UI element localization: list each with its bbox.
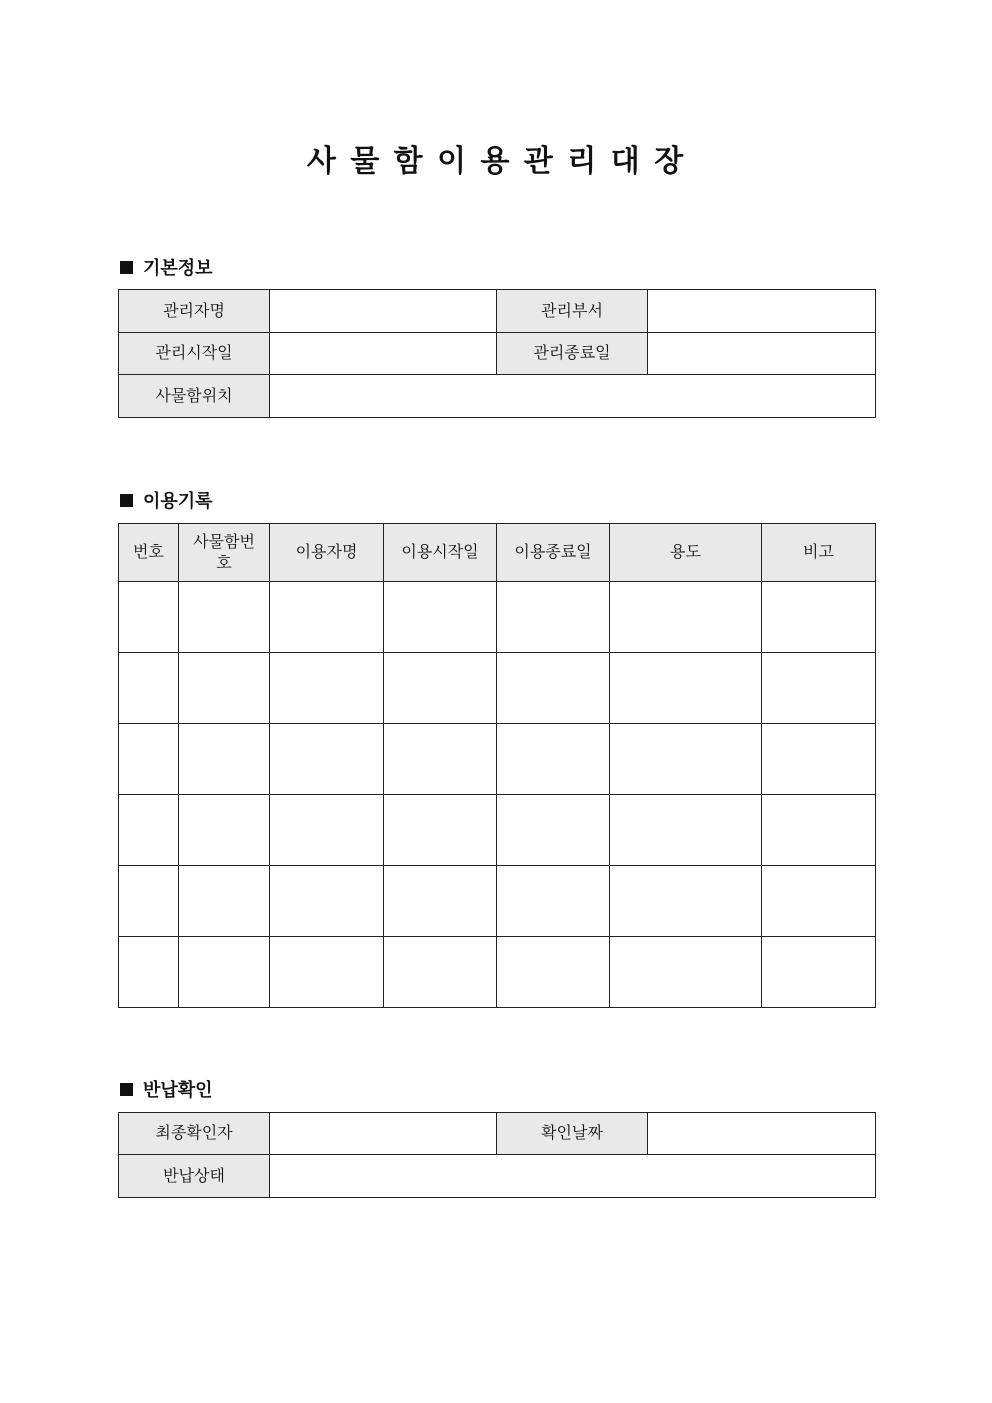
table-cell[interactable] [497,582,610,653]
table-cell[interactable] [179,795,270,866]
table-cell[interactable] [119,937,179,1008]
column-header-remarks: 비고 [762,524,876,582]
table-cell[interactable] [610,653,762,724]
column-header-purpose: 용도 [610,524,762,582]
column-header-use-end-date: 이용종료일 [497,524,610,582]
table-cell[interactable] [119,582,179,653]
table-cell[interactable] [119,866,179,937]
column-header-number: 번호 [119,524,179,582]
table-cell[interactable] [270,582,384,653]
return-check-table [118,1112,876,1198]
table-cell[interactable] [384,937,497,1008]
start-date-field[interactable] [270,333,497,375]
section-heading-label: 이용기록 [143,491,213,512]
table-cell[interactable] [270,937,384,1008]
table-cell[interactable] [610,795,762,866]
section-heading-basic-info [118,254,213,280]
table-header-row [119,524,876,582]
document-title: 사 물 함 이 용 관 리 대 장 [306,144,686,179]
end-date-field[interactable] [648,333,876,375]
table-cell[interactable] [610,724,762,795]
square-bullet-icon [120,1083,133,1096]
table-cell[interactable] [270,724,384,795]
table-cell[interactable] [762,866,876,937]
table-cell[interactable] [762,582,876,653]
return-status-field[interactable] [270,1155,876,1198]
table-row [119,653,876,724]
start-date-label: 관리시작일 [119,333,270,375]
table-cell[interactable] [384,582,497,653]
table-cell[interactable] [270,866,384,937]
table-cell[interactable] [384,866,497,937]
table-cell[interactable] [384,795,497,866]
final-checker-field[interactable] [270,1113,497,1155]
basic-info-table [118,289,876,418]
check-date-label: 확인날짜 [497,1113,648,1155]
section-heading-label: 반납확인 [143,1080,213,1101]
final-checker-label: 최종확인자 [119,1113,270,1155]
return-status-label: 반납상태 [119,1155,270,1198]
table-row [119,1155,876,1198]
end-date-label: 관리종료일 [497,333,648,375]
table-cell[interactable] [497,724,610,795]
column-header-user-name: 이용자명 [270,524,384,582]
table-cell[interactable] [179,866,270,937]
table-cell[interactable] [119,795,179,866]
locker-location-label: 사물함위치 [119,375,270,418]
table-cell[interactable] [384,724,497,795]
table-cell[interactable] [497,653,610,724]
section-heading-label: 기본정보 [143,258,213,279]
table-cell[interactable] [384,653,497,724]
table-cell[interactable] [610,866,762,937]
table-row [119,724,876,795]
table-cell[interactable] [762,937,876,1008]
table-row [119,582,876,653]
table-cell[interactable] [497,937,610,1008]
table-cell[interactable] [762,795,876,866]
table-row [119,333,876,375]
square-bullet-icon [120,494,133,507]
check-date-field[interactable] [648,1113,876,1155]
table-cell[interactable] [270,653,384,724]
table-cell[interactable] [179,582,270,653]
column-header-use-start-date: 이용시작일 [384,524,497,582]
table-row [119,795,876,866]
section-heading-return-check [118,1076,213,1102]
table-cell[interactable] [497,795,610,866]
table-cell[interactable] [179,653,270,724]
manager-name-label: 관리자명 [119,290,270,333]
manager-dept-field[interactable] [648,290,876,333]
table-cell[interactable] [610,582,762,653]
table-cell[interactable] [762,653,876,724]
table-cell[interactable] [179,724,270,795]
table-cell[interactable] [179,937,270,1008]
column-header-locker-number: 사물함번 호 [179,524,270,582]
table-cell[interactable] [762,724,876,795]
table-row [119,1113,876,1155]
table-cell[interactable] [270,795,384,866]
locker-location-field[interactable] [270,375,876,418]
section-heading-usage-log [118,487,213,513]
table-row [119,290,876,333]
table-cell[interactable] [119,653,179,724]
manager-dept-label: 관리부서 [497,290,648,333]
table-row [119,375,876,418]
usage-log-table [118,523,876,1008]
manager-name-field[interactable] [270,290,497,333]
table-row [119,937,876,1008]
table-cell[interactable] [497,866,610,937]
table-cell[interactable] [610,937,762,1008]
table-cell[interactable] [119,724,179,795]
table-row [119,866,876,937]
square-bullet-icon [120,261,133,274]
